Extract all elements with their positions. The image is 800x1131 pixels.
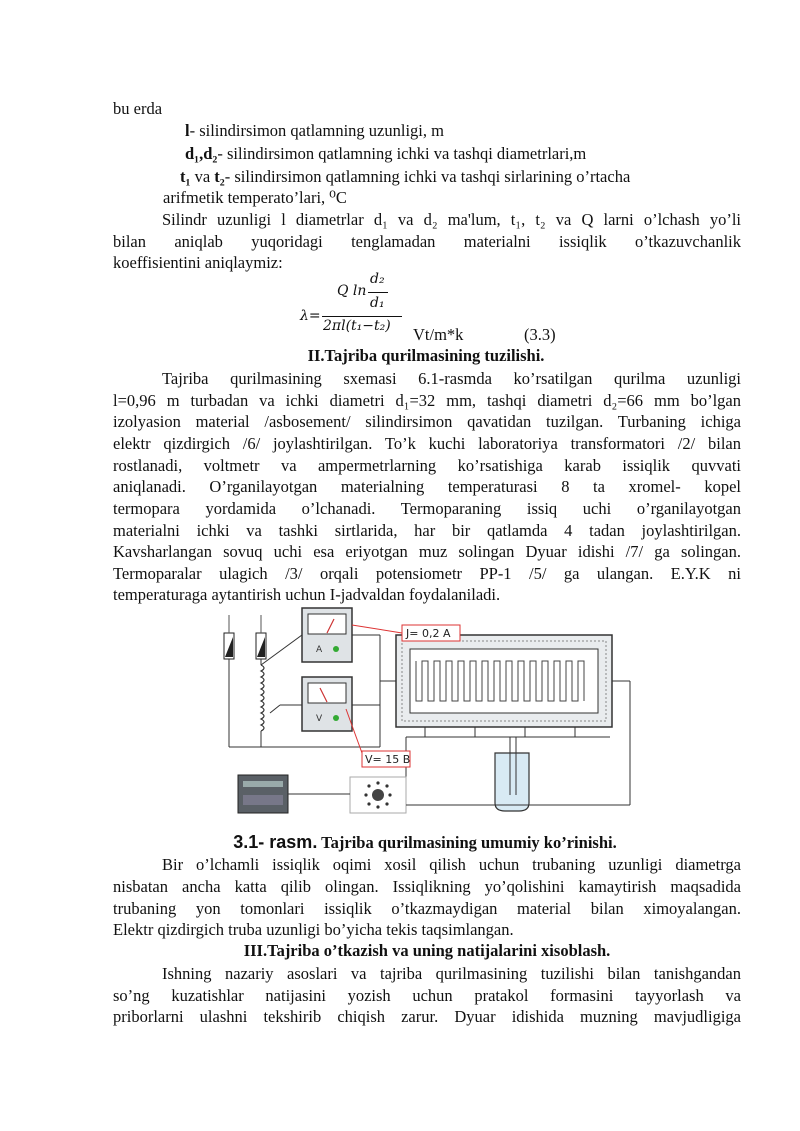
para2-line-8: Kavsharlangan sovuq uchi esa eriyotgan muz solingan Dyuar idishi /7/ ga solingan. [113, 542, 741, 561]
definition-d [185, 143, 586, 164]
potentiometer [238, 775, 288, 813]
para2-line [113, 520, 741, 541]
current-label: J= 0,2 A [406, 627, 451, 640]
voltmeter-label: V [316, 714, 323, 724]
formula-inner-bar [368, 292, 388, 293]
voltmeter-dial [308, 683, 346, 703]
para2-line-last: temperaturaga aytantirish uchun I-jadvaldan foydalaniladi. [113, 585, 501, 604]
para2-line [113, 411, 741, 432]
para2-line-9: Termoparalar ulagich /3/ orqali potensiometr PP-1 /5/ ga ulangan. E.Y.K ni [113, 564, 741, 583]
definition-d-text: - silindirsimon qatlamning ichki va tashqi diametrlari,m [217, 144, 587, 163]
para2-line [113, 498, 741, 519]
definition-l [185, 120, 444, 141]
para1-line [162, 209, 741, 230]
formula-q-ln: Q ln [337, 283, 367, 299]
ammeter-dial [308, 614, 346, 634]
formula-d1: d₁ [370, 295, 385, 311]
transformer-coil [261, 665, 264, 731]
para2-line-6: termopara yordamida o’lchanadi. Termoparaning issiq uchi o’rganilayotgan [113, 499, 741, 518]
formula-main-bar [322, 316, 402, 317]
para4-line-2: priborlarni ulashni tekshirib chiqish zarur. Dyuar idishida muzning mavjudligiga [113, 1007, 741, 1026]
para2-line [113, 476, 741, 497]
ammeter-label: A [316, 645, 323, 655]
para4-line-0: Ishning nazariy asoslari va tajriba qurilmasining tuzilishi bilan tanishgandan [162, 964, 741, 983]
caption-text: Tajriba qurilmasining umumiy ko’rinishi. [317, 833, 617, 852]
para3-line-2: trubaning yon tomonlari issiqlik o’tkazmaydigan material bilan ximoyalangan. [113, 899, 741, 918]
intro-text: bu erda [113, 99, 163, 118]
caption-number: 3.1- rasm. [233, 832, 318, 852]
definition-t-cont: arifmetik temperato’lari, ⁰C [163, 188, 347, 207]
apparatus-figure [210, 605, 640, 820]
para1-line [113, 231, 741, 252]
symbol-t2: t₂ [214, 167, 225, 186]
para2-line [113, 433, 741, 454]
para2-line [113, 390, 741, 411]
symbol-t1: t₁ [180, 167, 191, 186]
para1-line-0: Silindr uzunligi l diametrlar d₁ va d₂ ma'lum, t₁, t₂ va Q larni o’lchash yo’li [162, 210, 741, 229]
para2-line-7: materialni ichki va tashki sirtlarida, har bir qatlamda 4 tadan joylashtirilgan. [113, 521, 741, 540]
symbol-d: d₁,d₂ [185, 144, 218, 163]
formula-unit: Vt/m*k [413, 325, 464, 344]
definition-l-text: - silindirsimon qatlamning uzunligi, m [189, 121, 444, 140]
voltage-label: V= 15 B [365, 753, 411, 766]
para3-line [113, 898, 741, 919]
formula-d2: d₂ [370, 271, 385, 287]
para4-line [162, 963, 741, 984]
para4-line [113, 985, 741, 1006]
para4-line-1: so’ng kuzatishlar natijasini yozish uchun pratakol formasini tayyorlash va [113, 986, 741, 1005]
para2-line [162, 368, 741, 389]
formula-eqno: (3.3) [524, 325, 556, 344]
para3-line-0: Bir o’lchamli issiqlik oqimi xosil qilish uchun trubaning uzunligi diametrga [162, 855, 741, 874]
heater-tube [410, 649, 598, 713]
para3-line-last: Elektr qizdirgich truba uzunligi bo’yicha tekis taqsimlangan. [113, 920, 514, 939]
para3-line [113, 876, 741, 897]
para2-line-3: elektr qizdirgich /6/ joylashtirilgan. To’k kuchi laboratoriya transformatori /2/ bilan [113, 434, 741, 453]
para2-line [113, 563, 741, 584]
para1-line-2: koeffisientini aniqlaymiz: [113, 253, 283, 272]
definition-t-mid: va [190, 167, 215, 186]
definition-t-text: - silindirsimon qatlamning ichki va tashqi sirlarining o’rtacha [224, 167, 631, 186]
para2-line [113, 541, 741, 562]
figure-caption [25, 831, 800, 854]
para2-line-1: l=0,96 m turbadan va ichki diametri d₁=32 mm, tashqi diametri d₂=66 mm bo’lgan [113, 391, 741, 410]
formula-denominator: 2πl(t₁−t₂) [323, 318, 391, 334]
para2-line-5: aniqlanadi. O’rganilayotgan materialning temperaturasi 8 ta xromel- kopel [113, 477, 741, 496]
para4-line [113, 1006, 741, 1027]
symbol-l: l [185, 121, 190, 140]
para2-line-0: Tajriba qurilmasining sxemasi 6.1-rasmda ko’rsatilgan qurilma uzunligi [162, 369, 741, 388]
para2-line [113, 455, 741, 476]
section-heading-3: III.Tajriba o’tkazish va uning natijalarini xisoblash. [243, 941, 611, 960]
para3-line [162, 854, 741, 875]
para2-line-4: rostlanadi, voltmetr va ampermetrlarning ko’rsatishiga karab issiqlik quvvati [113, 456, 741, 475]
para2-line-2: izolyasion material /asbosement/ silindirsimon qavatidan tuzilgan. Turbaning ichiga [113, 412, 741, 431]
para1-line-1: bilan aniqlab yuqoridagi tenglamadan materialni issiqlik o’tkazuvchanlik [113, 232, 741, 251]
formula-lhs: λ= [300, 308, 321, 324]
section-heading-2: II.Tajriba qurilmasining tuzilishi. [307, 346, 545, 365]
para3-line-1: nisbatan ancha katta qilib olingan. Issiqlikning yo’qolishini kamaytirish maqsadida [113, 877, 741, 896]
definition-t [180, 166, 630, 187]
dewar-vessel [495, 753, 529, 811]
